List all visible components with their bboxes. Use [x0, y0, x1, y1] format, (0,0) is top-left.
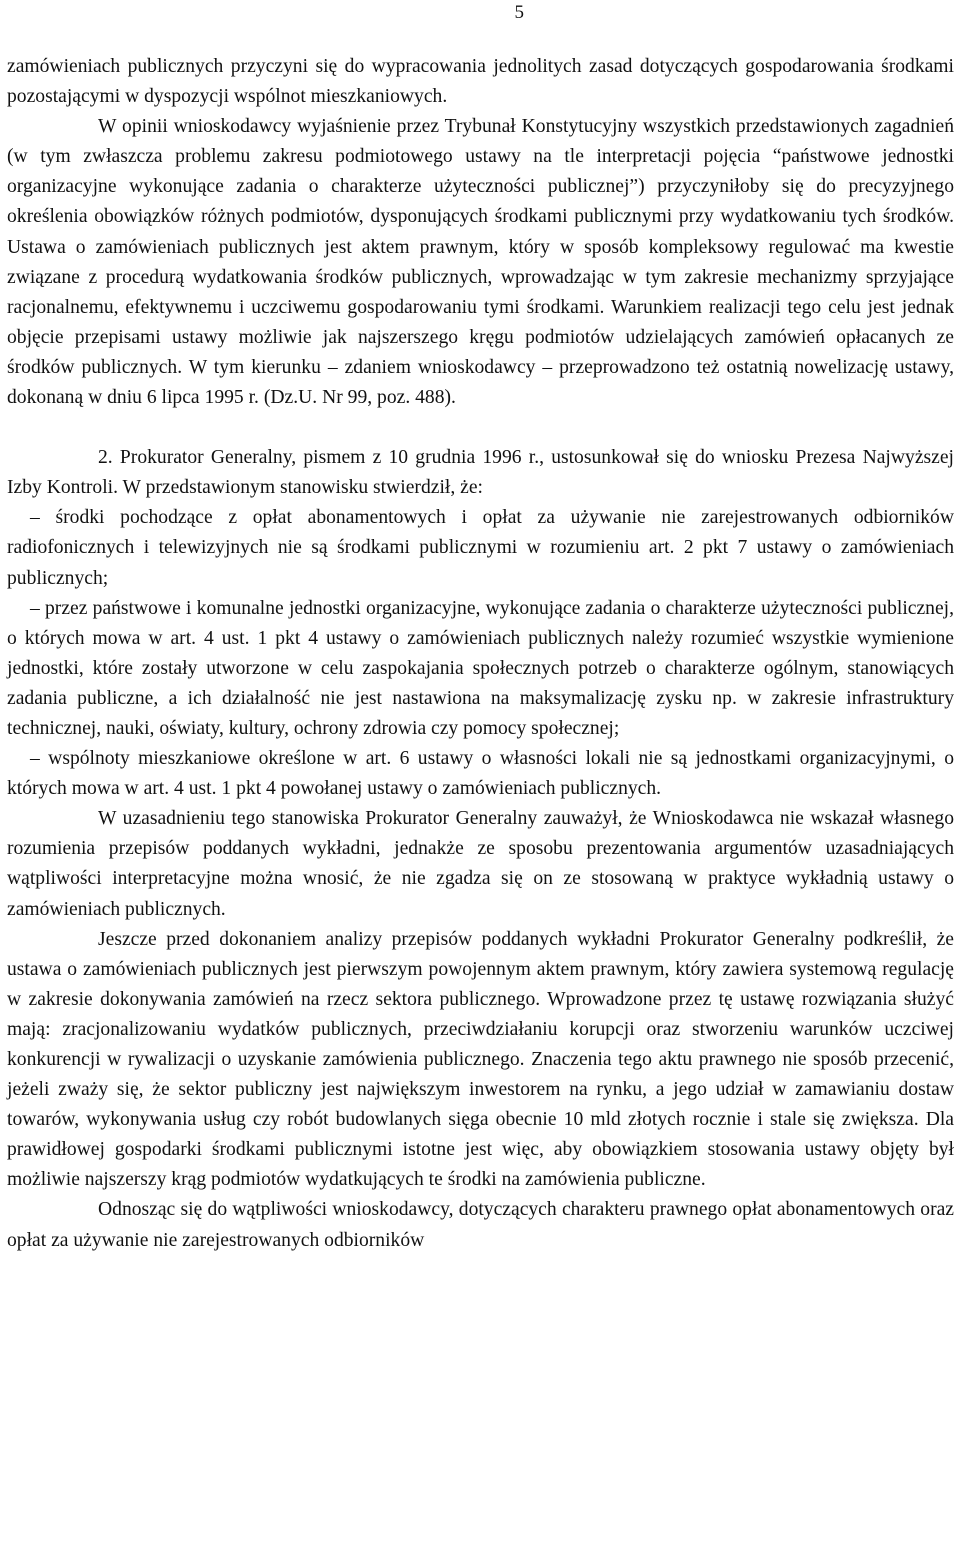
paragraph-applicant-opinion: W opinii wnioskodawcy wyjaśnienie przez Trybunał Konstytucyjny wszystkich przedstawionych zagadnień (w tym zwłaszcza problemu zakresu podmiotowego ustawy na tle interpretacji pojęcia “państwowe jednostki organizacyjne wykonujące zadania o charakterze użyteczności publicznej”) przyczyniłoby się do precyzyjnego określenia obowiązków różnych podmiotów, dysponujących środkami publicznymi przy wydatkowaniu tych środków. Ustawa o zamówieniach publicznych jest aktem prawnym, który w sposób kompleksowy regulować ma kwestie związane z procedurą wydatkowania środków publicznych, wprowadzając w tym zakresie mechanizmy sprzyjające racjonalnemu, efektywnemu i uczciwemu gospodarowaniu tymi środkami. Warunkiem realizacji tego celu jest jednak objęcie przepisami ustawy możliwie jak najszerszego kręgu podmiotów udzielających zamówień opłacanych ze środków publicznych. W tym kierunku – zdaniem wnioskodawcy – przeprowadzono też ostatnią nowelizację ustawy, dokonaną w dniu 6 lipca 1995 r. (Dz.U. Nr 99, poz. 488).: [7, 116, 954, 409]
paragraph-justification: W uzasadnieniu tego stanowiska Prokurator Generalny zauważył, że Wnioskodawca nie wskazał własnego rozumienia przepisów poddanych wykładni, jednakże ze sposobu prezentowania argumentów uzasadniających wątpliwości interpretacyjne można wnosić, że nie zgadza się on ze stosowaną w praktyce wykładnią ustawy o zamówieniach publicznych.: [7, 808, 954, 920]
list-item-subscription-fees: – środki pochodzące z opłat abonamentowych i opłat za używanie nie zarejestrowanych odbiorników radiofonicznych i telewizyjnych nie są środkami publicznymi w rozumieniu art. 2 pkt 7 ustawy o zamówieniach publicznych;: [7, 507, 954, 589]
paragraph-prosecutor-position: 2. Prokurator Generalny, pismem z 10 grudnia 1996 r., ustosunkował się do wniosku Prezesa Najwyższej Izby Kontroli. W przedstawionym stanowisku stwierdził, że:: [7, 447, 954, 499]
list-item-housing-communities: – wspólnoty mieszkaniowe określone w art. 6 ustawy o własności lokali nie są jednostkami organizacyjnymi, o których mowa w art. 4 ust. 1 pkt 4 powołanej ustawy o zamówieniach publicznych.: [7, 748, 954, 800]
list-item-public-utility-units: – przez państwowe i komunalne jednostki organizacyjne, wykonujące zadania o charakterze użyteczności publicznej, o których mowa w art. 4 ust. 1 pkt 4 ustawy o zamówieniach publicznych należy rozumieć wszystkie wymienione jednostki, które zostały utworzone w celu zaspokajania społecznych potrzeb o charakterze ogólnym, stanowiących zadania publiczne, a ich działalność nie jest nastawiona na maksymalizację zysku np. w zakresie infrastruktury technicznej, nauki, oświaty, kultury, ochrony zdrowia czy pomocy społecznej;: [7, 597, 954, 739]
document-body: [7, 52, 954, 1256]
paragraph-doubts: Odnosząc się do wątpliwości wnioskodawcy, dotyczących charakteru prawnego opłat abonamentowych oraz opłat za używanie nie zarejestrowanych odbiorników: [7, 1199, 954, 1251]
page-number: 5: [514, 2, 524, 23]
paragraph-analysis: Jeszcze przed dokonaniem analizy przepisów poddanych wykładni Prokurator Generalny podkreślił, że ustawa o zamówieniach publicznych jest pierwszym powojennym aktem prawnym, który zawiera systemową regulację w zakresie dokonywania zamówień na rzecz sektora publicznego. Wprowadzone przez tę ustawę rozwiązania służyć mają: zracjonalizowaniu wydatków publicznych, przeciwdziałaniu korupcji oraz stworzeniu warunków uczciwej konkurencji w rywalizacji o uzyskanie zamówienia publicznego. Znaczenia tego aktu prawnego nie sposób przecenić, jeżeli zważy się, że sektor publiczny jest największym inwestorem na rynku, a jego udział w zamawianiu dostaw towarów, wykonywania usług czy robót budowlanych sięga obecnie 10 mld złotych rocznie i stale się zwiększa. Dla prawidłowej gospodarki środkami publicznymi istotne jest więc, aby obowiązkiem stosowania ustawy objęty był możliwie najszerszy krąg podmiotów wydatkujących te środki na zamówienia publiczne.: [7, 928, 954, 1191]
paragraph-continuation: zamówieniach publicznych przyczyni się do wypracowania jednolitych zasad dotyczących gospodarowania środkami pozostającymi w dyspozycji wspólnot mieszkaniowych.: [7, 56, 954, 108]
